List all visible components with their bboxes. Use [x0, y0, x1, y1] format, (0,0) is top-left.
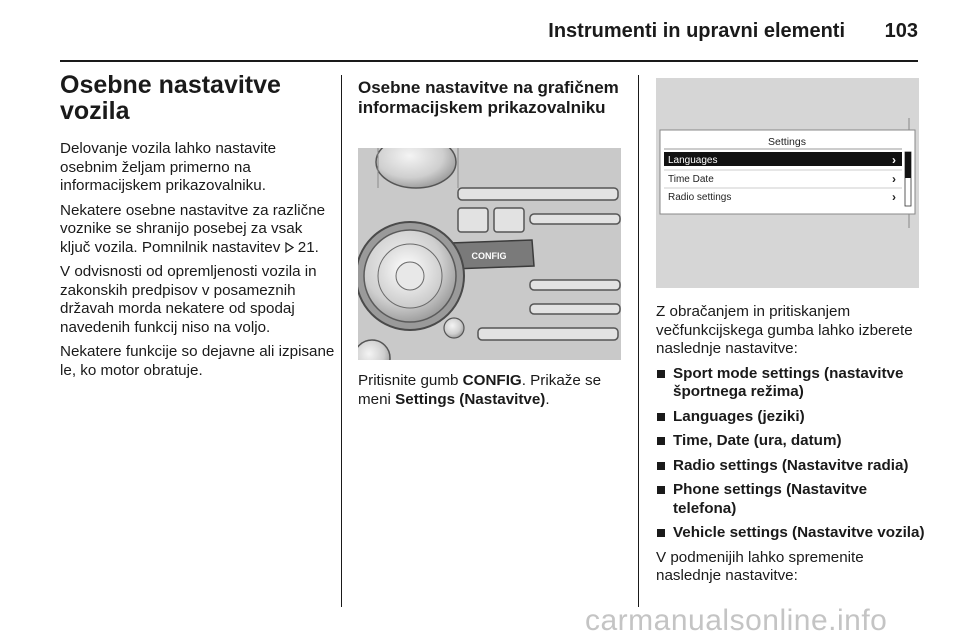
outro-paragraph: V podmenijih lahko spremenite naslednje nastavitve: — [656, 548, 864, 584]
settings-keyword: Settings (Nastavitve) — [395, 390, 546, 408]
config-keyword: CONFIG — [462, 372, 522, 389]
sub-heading: Osebne nastavitve na grafičnem informacijskem prikazovalniku — [358, 78, 619, 117]
column-divider-1 — [341, 75, 342, 607]
list-item: Sport mode settings (nastavitve športnega režima) — [656, 365, 931, 402]
paragraph: V odvisnosti od opremljenosti vozila in zakonskih predpisov v posameznih državah morda nekatere od spodaj navedenih funkcij niso na voljo. — [60, 263, 317, 336]
column-divider-2 — [638, 75, 639, 607]
screen-item: Radio settings — [668, 192, 732, 203]
section-title: Instrumenti in upravni elementi — [548, 20, 845, 42]
config-button-label: CONFIG — [471, 251, 507, 261]
instruction-paragraph — [358, 372, 626, 409]
settings-screen-illustration — [656, 78, 919, 288]
header-divider — [60, 60, 918, 62]
list-item: Vehicle settings (Nastavitve vozila) — [656, 524, 931, 543]
paragraph-text: Nekatere osebne nastavitve za različne voznike se shranijo posebej za vsak ključ vozila. Pomnilnik nastavitev — [60, 201, 326, 256]
screen-item: Time Date — [668, 174, 714, 185]
config-button-illustration — [358, 148, 621, 360]
column-middle-text — [358, 372, 626, 415]
text: . — [545, 390, 550, 408]
watermark: carmanualsonline.info — [585, 604, 888, 637]
page-header — [0, 0, 960, 62]
main-heading: Osebne nastavitve vozila — [60, 71, 281, 125]
list-item: Phone settings (Nastavitve telefona) — [656, 481, 931, 518]
paragraph: Delovanje vozila lahko nastavite osebnim željam primerno na informacijskem prikazovalniku. — [60, 140, 277, 194]
svg-text:›: › — [892, 190, 896, 204]
list-item: Languages (jeziki) — [656, 408, 931, 427]
column-right — [656, 303, 931, 592]
column-left — [60, 72, 335, 386]
screen-item: Languages — [668, 155, 718, 166]
text: Pritisnite gumb — [358, 372, 463, 389]
screen-title: Settings — [768, 136, 806, 148]
page-reference[interactable]: 21. — [297, 238, 319, 256]
svg-text:›: › — [892, 172, 896, 186]
column-middle — [358, 78, 626, 128]
text: . Prikaže se meni — [358, 372, 602, 408]
settings-list — [656, 365, 931, 543]
page-number: 103 — [884, 20, 918, 42]
list-item: Radio settings (Nastavitve radia) — [656, 457, 931, 476]
paragraph: Nekatere funkcije so dejavne ali izpisane le, ko motor obratuje. — [60, 343, 335, 379]
paragraph — [60, 202, 335, 258]
list-item: Time, Date (ura, datum) — [656, 432, 931, 451]
svg-text:›: › — [892, 153, 896, 167]
intro-paragraph: Z obračanjem in pritiskanjem večfunkcijskega gumba lahko izberete naslednje nastavitve: — [656, 303, 913, 357]
page-reference-arrow-icon — [285, 242, 294, 253]
